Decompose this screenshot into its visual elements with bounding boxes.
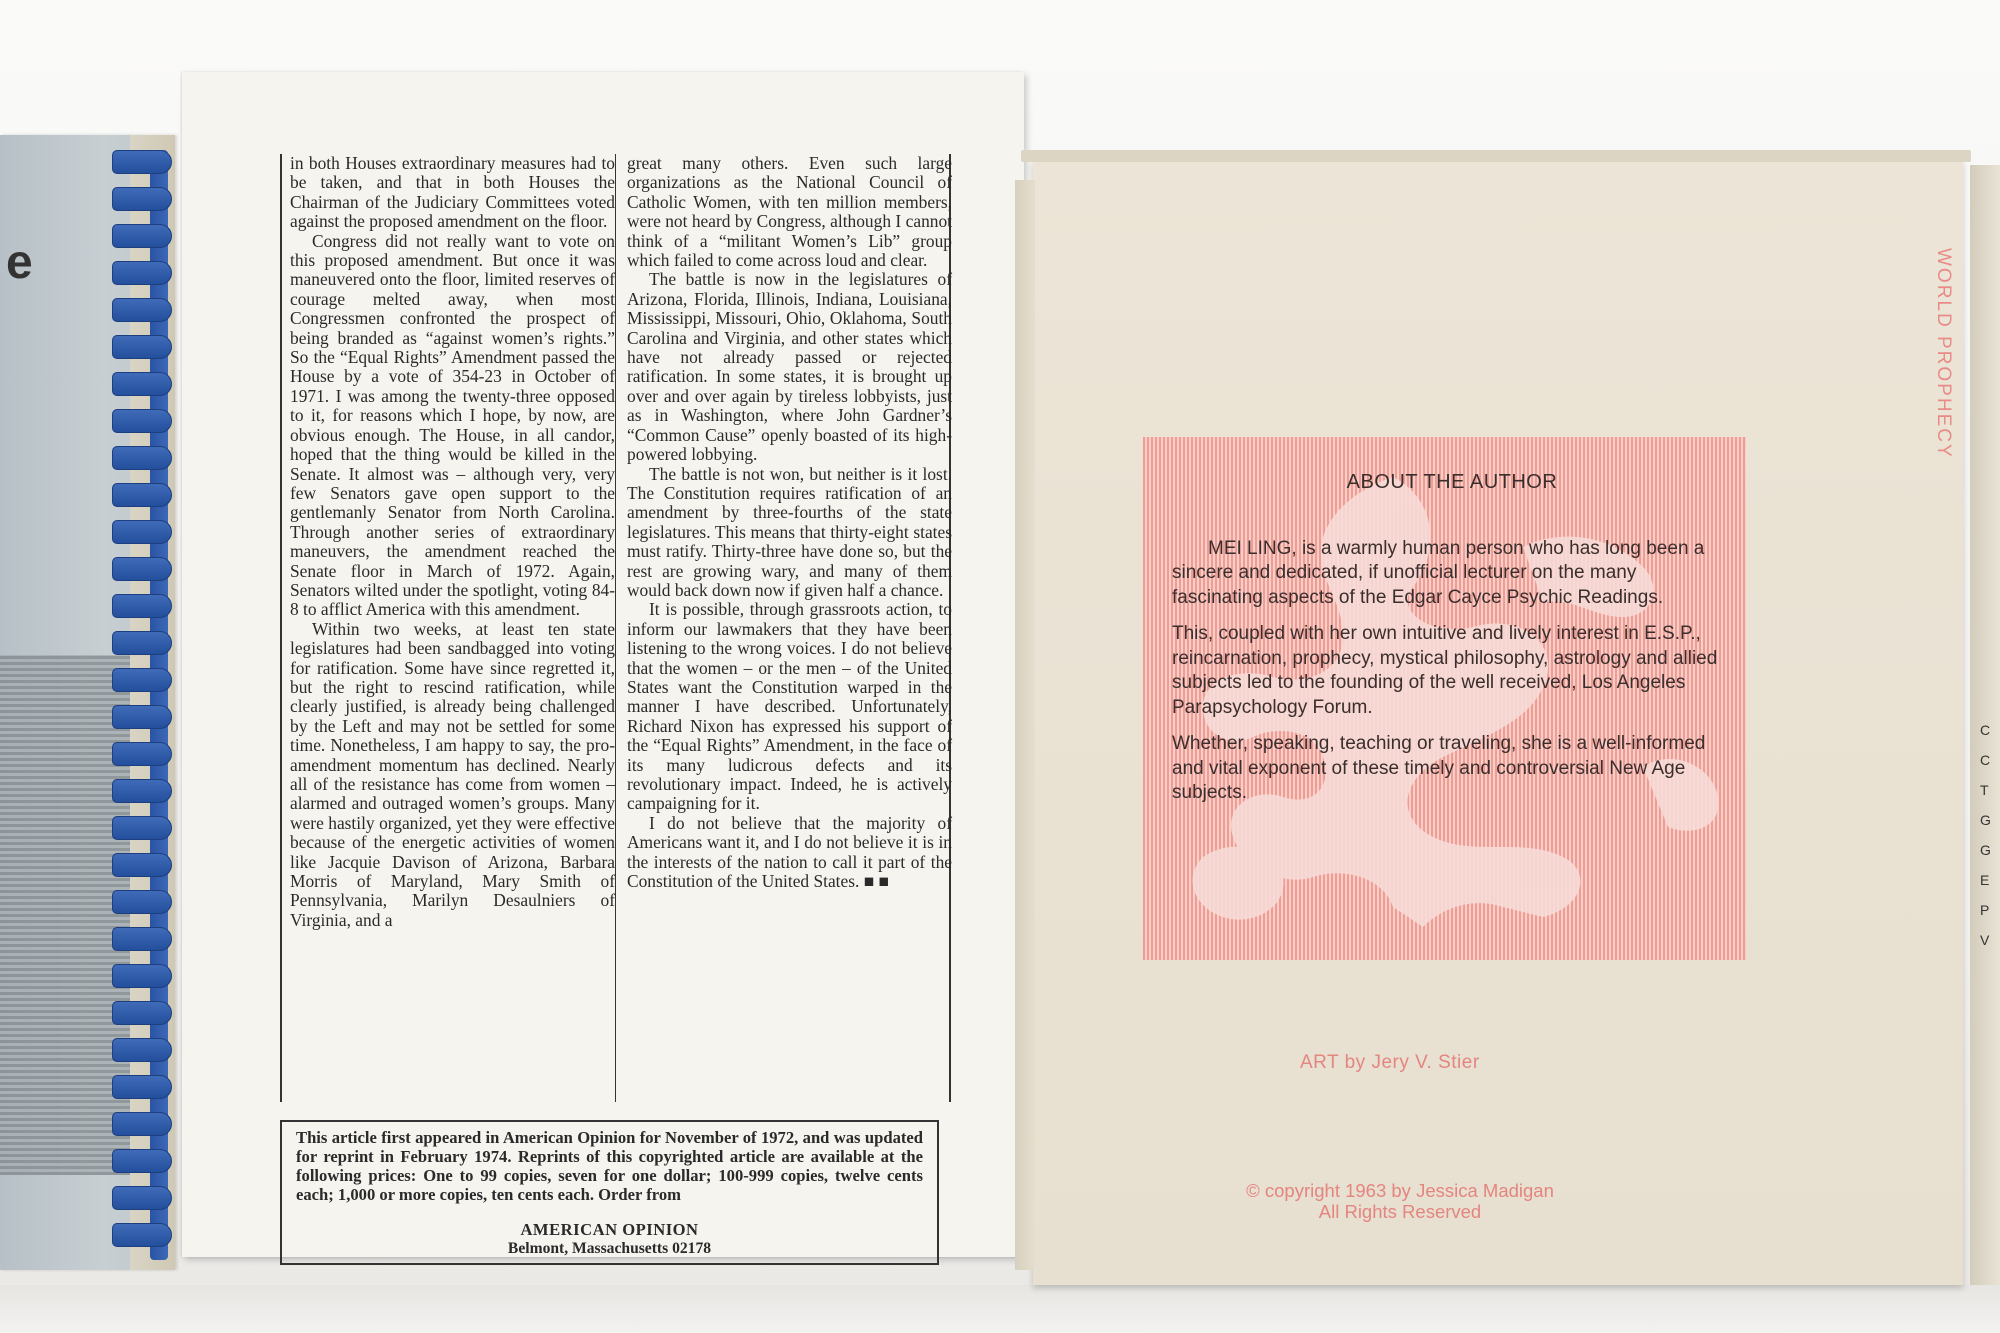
partial-letter: C: [1980, 752, 1991, 768]
spiral-coil: [112, 927, 172, 951]
publisher-address: Belmont, Massachusetts 02178: [507, 1240, 712, 1257]
spiral-coil: [112, 668, 172, 692]
partial-letter: E: [1980, 872, 1990, 888]
cover-letter: e: [6, 236, 33, 289]
spiral-coil: [112, 890, 172, 914]
paragraph: I do not believe that the majority of Americans want it, and I do not believe it is in the interests of the nation to call it part of the Constitution of the United States. ■ ■: [627, 812, 952, 892]
partial-letter: P: [1980, 902, 1990, 918]
spiral-coil: [112, 705, 172, 729]
spiral-coil: [112, 1075, 172, 1099]
table-surface: [0, 1285, 2000, 1333]
spiral-coil: [112, 964, 172, 988]
article-left-column: [290, 154, 615, 930]
paragraph: Congress did not really want to vote on this proposed amendment. But once it was maneuvered onto the floor, limited reserves of courage melted away, when most Congressmen confronted the prospect of being branded as “against women’s rights.” So the “Equal Rights” Amendment passed the House by a vote of 354-23 in October of 1971. I was among the twenty-three opposed to it, for reasons which I hope, by now, are obvious enough. The House, in all candor, hoped that the thing would be killed in the Senate. It almost was – although very, very few Senators gave open support to the gentlemanly Senator from North Carolina. Through another series of extraordinary maneuvers, the amendment reached the Senate floor in March of 1972. Again, Senators wilted under the spotlight, voting 84-8 to afflict America with this amendment.: [290, 230, 615, 620]
author-paragraph: MEI LING, is a warmly human person who has long been a sincere and dedicated, if unofficial lecturer on the many fascinating aspects of the Edgar Cayce Psychic Readings.: [1172, 537, 1705, 608]
publisher-name: AMERICAN OPINION: [520, 1220, 699, 1239]
partial-letters: [1980, 715, 1991, 955]
paragraph: in both Houses extraordinary measures had to be taken, and that in both Houses the Chairman of the Judiciary Committees voted against the proposed amendment on the floor.: [290, 153, 615, 232]
booklet-right-edge: [1970, 165, 2000, 1285]
spiral-coil: [112, 1149, 172, 1173]
article-right-column: [627, 154, 952, 891]
spiral-coil: [112, 261, 172, 285]
spiral-coil: [112, 224, 172, 248]
copyright-line: © copyright 1963 by Jessica Madigan: [1246, 1180, 1554, 1201]
spiral-coil: [112, 446, 172, 470]
page-stack-top: [1021, 150, 1971, 162]
copyright-notice: [1215, 1180, 1585, 1222]
spiral-coil: [112, 631, 172, 655]
rights-line: All Rights Reserved: [1318, 1201, 1482, 1222]
author-paragraph: This, coupled with her own intuitive and lively interest in E.S.P., reincarnation, prophecy, mystical philosophy, astrology and allied subjects led to the founding of the well received, Los Angeles Parapsychology Forum.: [1172, 623, 1718, 718]
notice-text: This article first appeared in American Opinion for November of 1972, and was updated for reprint in February 1974. Reprints of this copyrighted article are available at the following prices: One to 99 copies, seven for one dollar; 100-999 copies, twelve cents each; 1,000 or more copies, ten cents each. Order from: [296, 1128, 923, 1204]
spiral-coil: [112, 187, 172, 211]
partial-letter: V: [1980, 932, 1990, 948]
spiral-coil: [112, 557, 172, 581]
paragraph: Within two weeks, at least ten state legislatures had been sandbagged into voting for ratification. Some have since regretted it, but the right to rescind ratification, while clearly justified, is already being challenged by the Left and may not be settled for some time. Nonetheless, I am happy to say, the pro-amendment momentum has declined. Nearly all of the resistance has come from women – alarmed and outraged women’s groups. Many were hastily organized, yet they were effective because of the energetic activities of women like Jacquie Davison of Arizona, Barbara Morris of Maryland, Mary Smith of Pennsylvania, Marilyn Desaulniers of Virginia, and a: [290, 618, 615, 930]
column-divider: [615, 154, 616, 1102]
spiral-coil: [112, 483, 172, 507]
partial-letter: T: [1980, 782, 1989, 798]
article-columns: [280, 154, 951, 1102]
spiral-coil: [112, 1186, 172, 1210]
spiral-coil: [112, 1112, 172, 1136]
author-paragraph: Whether, speaking, teaching or traveling, she is a well-informed and vital exponent of these timely and controversial New Age subjects.: [1172, 733, 1706, 803]
cover-photo: [0, 655, 130, 1175]
spiral-coil: [112, 298, 172, 322]
spiral-coil: [112, 409, 172, 433]
paragraph: The battle is now in the legislatures of Arizona, Florida, Illinois, Indiana, Louisiana, Mississippi, Missouri, Ohio, Oklahoma, South Carolina and Virginia, and other states which have not already passed or rejected ratification. In some states, it is brought up over and over again by tireless lobbyists, just as in Washington, where John Gardner’s “Common Cause” openly boasted of its high-powered lobbying.: [627, 269, 952, 465]
paragraph: The battle is not won, but neither is it lost. The Constitution requires ratification of an amendment by three-fourths of the state legislatures. This means that thirty-eight states must ratify. Thirty-three have done so, but the rest are growing wary, and many of them would back down now if given half a chance.: [627, 463, 952, 600]
spiral-coil: [112, 372, 172, 396]
spiral-coil: [112, 150, 172, 174]
spiral-binding: [112, 150, 172, 1260]
partial-letter: G: [1980, 812, 1991, 828]
spiral-coil: [112, 1223, 172, 1247]
spiral-coil: [112, 335, 172, 359]
spiral-coil: [112, 1001, 172, 1025]
spiral-coil: [112, 779, 172, 803]
paragraph: great many others. Even such large organizations as the National Council of Catholic Women, with ten million members, were not heard by Congress, although I cannot think of a “militant Women’s Lib” group which failed to come across loud and clear.: [627, 153, 952, 271]
about-author-heading: ABOUT THE AUTHOR: [1346, 471, 1558, 493]
spine-title: WORLD PROPHECY: [1933, 248, 1954, 459]
article-page: [182, 72, 1024, 1257]
spiral-coil: [112, 520, 172, 544]
reprint-notice: [280, 1120, 939, 1265]
partial-letter: C: [1980, 722, 1991, 738]
art-credit: ART by Jery V. Stier: [1300, 1052, 1480, 1073]
spiral-coil: [112, 742, 172, 766]
page-stack-side: [1015, 180, 1035, 1270]
spiral-coil: [112, 594, 172, 618]
about-author-text: [1172, 470, 1732, 818]
spiral-coil: [112, 853, 172, 877]
paragraph: It is possible, through grassroots action, to inform our lawmakers that they have been listening to the wrong voices. I do not believe that the women – or the men – of the United States want the Constitution warped in the manner I have described. Unfortunately, Richard Nixon has expressed his support of the “Equal Rights” Amendment, in the face of its many ludicrous defects and its revolutionary impact. Indeed, he is actively campaigning for it.: [627, 599, 952, 814]
spiral-coil: [112, 1038, 172, 1062]
partial-letter: G: [1980, 842, 1991, 858]
spiral-coil: [112, 816, 172, 840]
